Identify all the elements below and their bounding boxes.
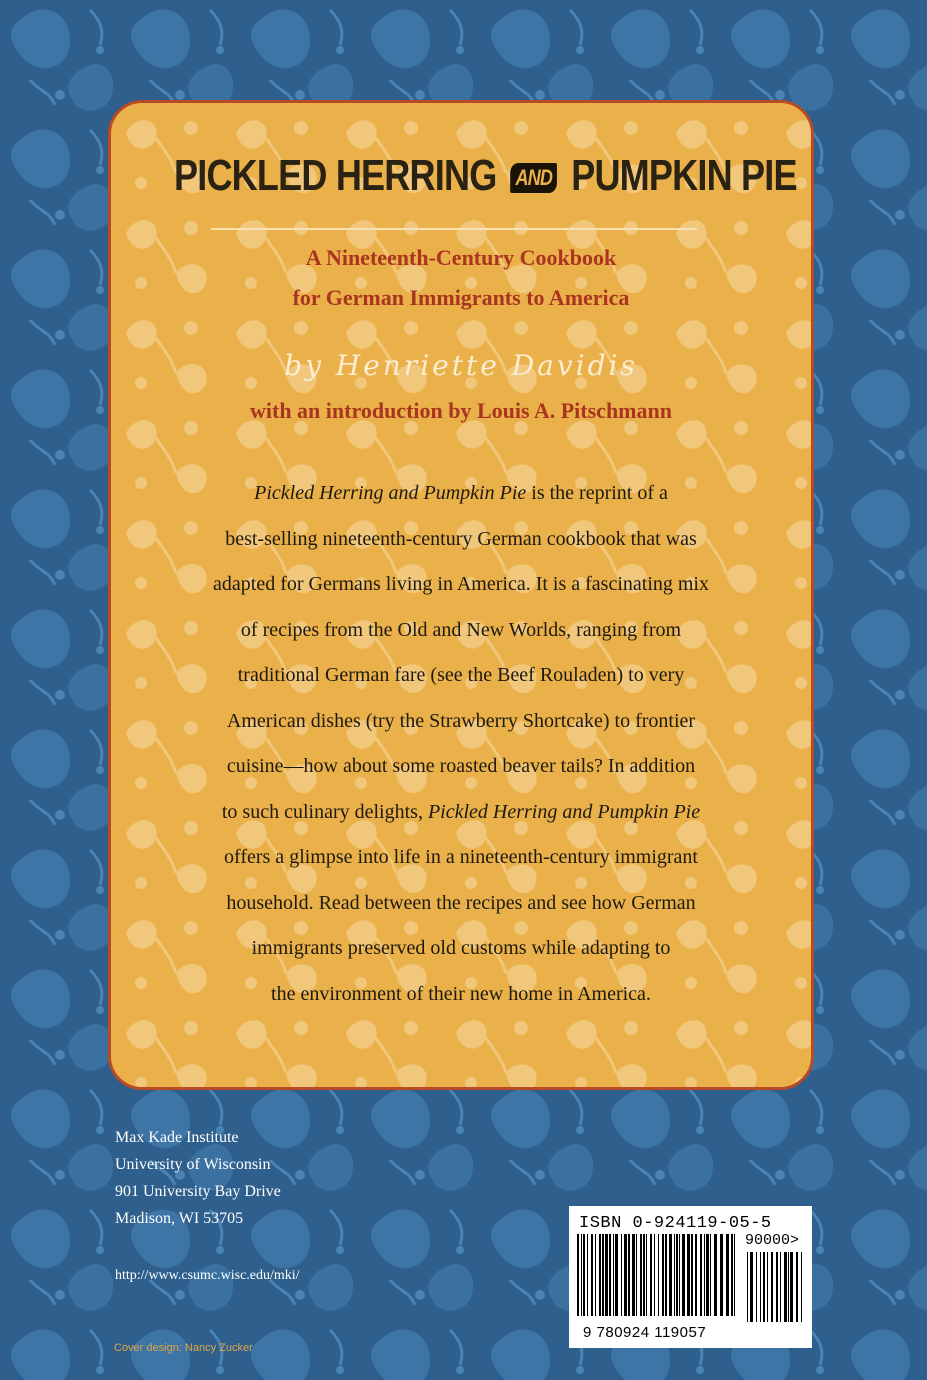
book-title	[174, 151, 797, 201]
description-line: Pickled Herring and Pumpkin Pie is the reprint of a	[254, 482, 668, 504]
title-connector: AND	[511, 163, 557, 193]
cover-design-credit: Cover design: Nancy Zucker	[114, 1342, 253, 1354]
publisher-url[interactable]: http://www.csumc.wisc.edu/mki/	[115, 1268, 300, 1283]
subtitle-line-1: A Nineteenth-Century Cookbook	[305, 245, 617, 270]
description-line: traditional German fare (see the Beef Rouladen) to very	[237, 664, 685, 686]
book-subtitle	[111, 238, 811, 318]
description-line: immigrants preserved old customs while adapting to	[251, 937, 671, 959]
description-line: to such culinary delights, Pickled Herring and Pumpkin Pie	[221, 800, 701, 823]
book-description	[171, 471, 751, 1017]
isbn-text: ISBN 0-924119-05-5	[579, 1214, 772, 1233]
address-line: Madison, WI 53705	[115, 1210, 244, 1227]
description-line: cuisine—how about some roasted beaver tails? In addition	[226, 755, 696, 777]
description-line: household. Read between the recipes and see how German	[226, 891, 696, 914]
description-line: the environment of their new home in America.	[271, 982, 651, 1005]
title-part-1: PICKLED HERRING	[174, 151, 497, 200]
description-line: best-selling nineteenth-century German cookbook that was	[225, 527, 697, 550]
description-panel	[108, 100, 814, 1090]
address-line: 901 University Bay Drive	[115, 1183, 281, 1200]
description-line: offers a glimpse into life in a nineteenth-century immigrant	[224, 846, 698, 868]
title-part-2: PUMPKIN PIE	[571, 151, 797, 200]
barcode-bars	[575, 1234, 807, 1322]
address-line: University of Wisconsin	[115, 1156, 271, 1173]
introduction-credit: with an introduction by Louis A. Pitschmann	[250, 398, 672, 423]
description-line: of recipes from the Old and New Worlds, ranging from	[240, 618, 682, 641]
address-line: Max Kade Institute	[115, 1129, 239, 1146]
publisher-address	[115, 1124, 281, 1232]
title-divider	[211, 228, 697, 230]
description-line: adapted for Germans living in America. It is a fascinating mix	[213, 573, 709, 595]
subtitle-line-2: for German Immigrants to America	[292, 285, 630, 310]
isbn-barcode	[569, 1206, 812, 1348]
barcode-addon-number: 90000>	[745, 1232, 800, 1249]
ean-number: 9 780924 119057	[583, 1324, 707, 1341]
description-line: American dishes (try the Strawberry Shortcake) to frontier	[226, 709, 696, 732]
author-byline: by Henriette Davidis	[284, 349, 638, 382]
